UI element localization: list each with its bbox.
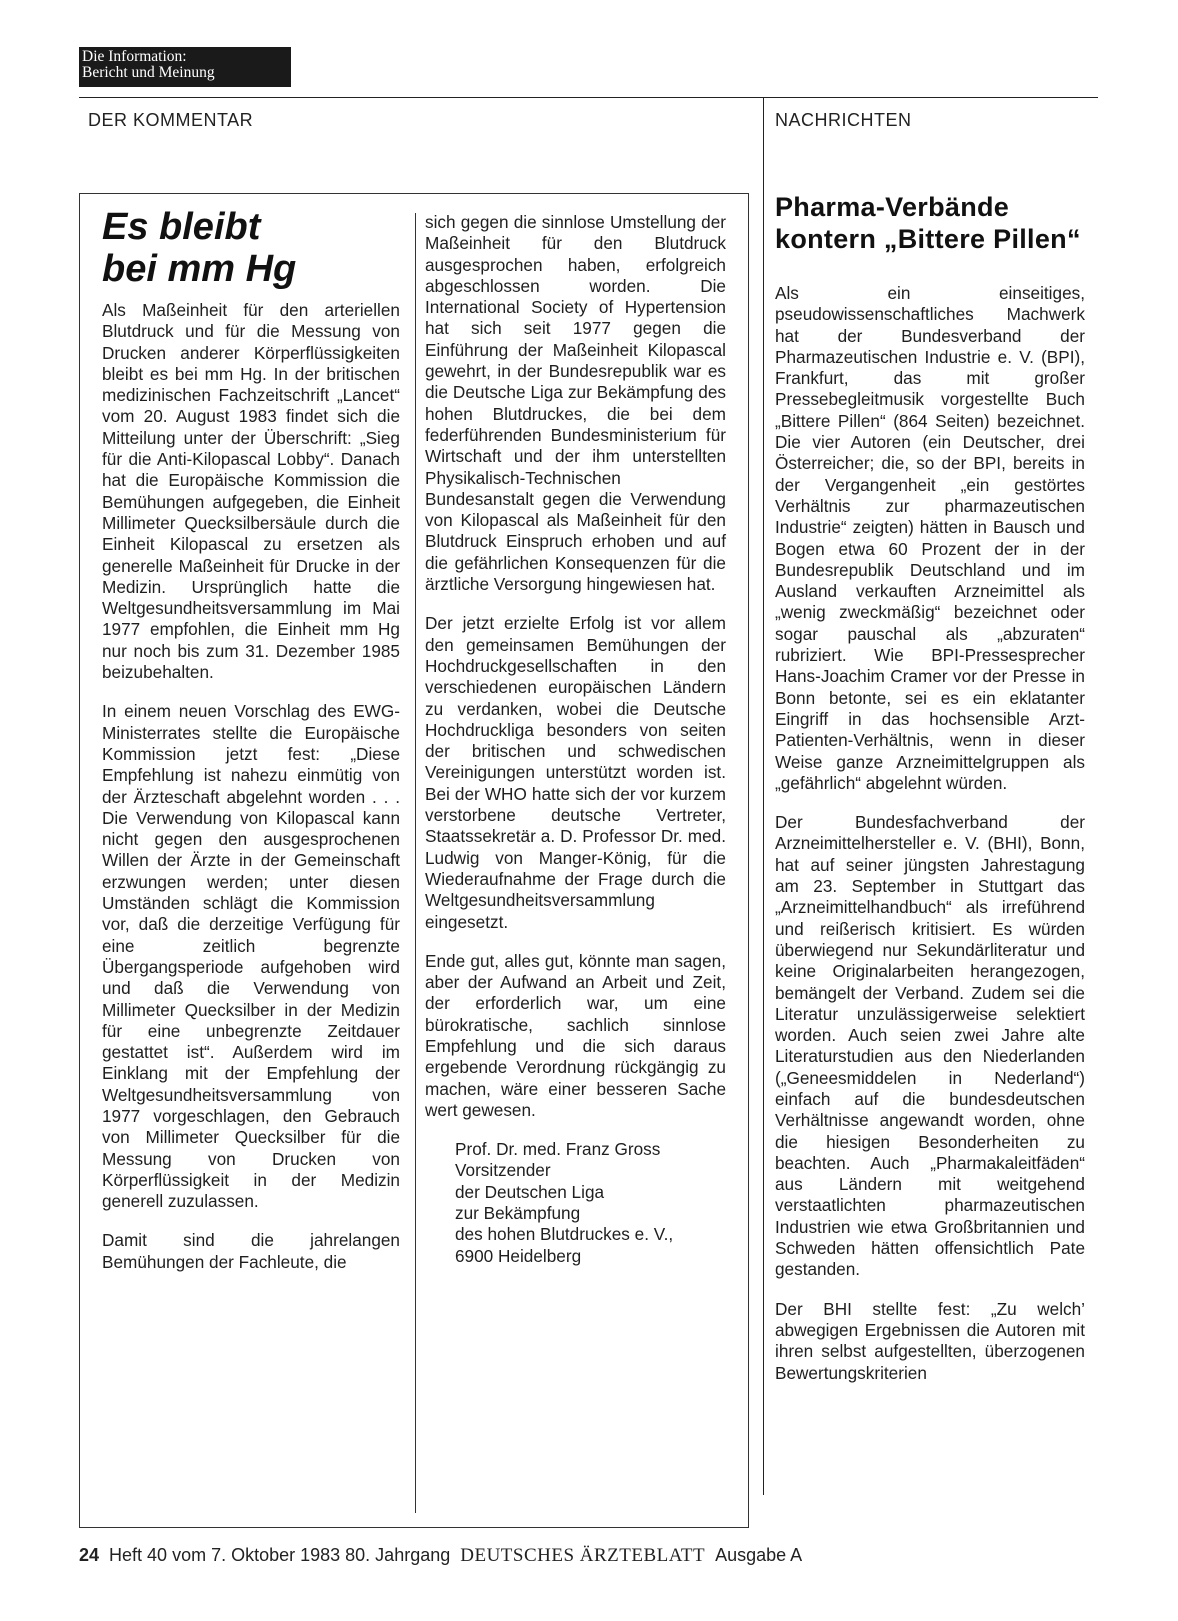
kommentar-paragraph: Damit sind die jahrelangen Bemühungen der Fachleute, die [102, 1230, 400, 1272]
news-paragraph: Der BHI stellte fest: „Zu welch’ abwegigen Ergebnissen die Autoren mit ihren selbst aufgestellten, überzogenen Bewertungskriterien [775, 1298, 1085, 1383]
headline-line-1: Es bleibt [102, 206, 261, 248]
column-divider [763, 97, 764, 1495]
top-rule [79, 97, 1098, 98]
kommentar-paragraph: Ende gut, alles gut, könnte man sagen, aber der Aufwand an Arbeit und Zeit, der erforderlich war, um eine bürokratische, sachlich sinnlose Empfehlung und die sich daraus ergebende Verordnung rückgängig zu machen, wäre einer besseren Sache wert gewesen. [425, 950, 726, 1120]
rubric-line-2: Bericht und Meinung [82, 64, 215, 81]
kommentar-paragraph: Der jetzt erzielte Erfolg ist vor allem den gemeinsamen Bemühungen der Hochdruckgesellschaften in den verschiedenen europäischen Ländern zu verdanken, wobei die Deutsche Hochdruckliga besonders von seiten der britischen und schwedischen Vereinigungen unterstützt worden ist. Bei der WHO hatte sich der vor kurzem verstorbene deutsche Vertreter, Staatssekretär a. D. Professor Dr. med. Ludwig von Manger-König, für die Wiederaufnahme der Frage durch die Weltgesundheitsversammlung eingesetzt. [425, 613, 726, 932]
page-footer [79, 1545, 802, 1567]
section-label-nachrichten: NACHRICHTEN [775, 110, 912, 130]
author-line: zur Bekämpfung [455, 1203, 581, 1224]
page-number: 24 [79, 1545, 100, 1565]
kommentar-paragraph: sich gegen die sinnlose Umstellung der Maßeinheit für den Blutdruck ausgesprochen haben, erfolgreich abgeschlossen worden. Die International Society of Hypertension hat sich seit 1977 gegen die Einführung der Maßeinheit Kilopascal gewehrt, in der Bundesrepublik war es die Deutsche Liga zur Bekämpfung des hohen Blutdruckes, die bei dem federführenden Bundesministerium für Wirtschaft und der ihm unterstellten Physikalisch-Technischen Bundesanstalt gegen die Verwendung von Kilopascal als Maßeinheit für den Blutdruck Einspruch erhoben und auf die gefährlichen Konsequenzen für die ärztliche Versorgung hingewiesen hat. [425, 212, 726, 595]
author-line: der Deutschen Liga [455, 1181, 605, 1202]
news-column [775, 283, 1085, 1402]
author-signature [425, 1139, 726, 1267]
kommentar-column-2 [425, 212, 726, 1267]
rubric-line-1: Die Information: [82, 48, 187, 65]
news-paragraph: Als ein einseitiges, pseudowissenschaftliches Machwerk hat der Bundesverband der Pharmazeutischen Industrie e. V. (BPI), Frankfurt, das mit großer Pressebegleitmusik vorgestellte Buch „Bittere Pillen“ (864 Seiten) bezeichnet. Die vier Autoren (ein Deutscher, drei Österreicher; die, so der BPI, bereits in der Vergangenheit „ein gestörtes Verhältnis zur pharmazeutischen Industrie“ zeigten) hätten in Bausch und Bogen etwa 60 Prozent der in der Bundesrepublik Deutschland und im Ausland verkauften Arzneimittel als „wenig zweckmäßig“ bezeichnet oder sogar pauschal als „abzuraten“ rubriziert. Wie BPI-Pressesprecher Hans-Joachim Cramer vor der Presse in Bonn betonte, sei es ein eklatanter Eingriff in das hochsensible Arzt-Patienten-Verhältnis, wenn in dieser Weise ganze Arzneimittelgruppen als „gefährlich“ abgelehnt würden. [775, 283, 1085, 793]
journal-name: DEUTSCHES ÄRZTEBLATT [460, 1545, 706, 1566]
author-line: des hohen Blutdruckes e. V., [455, 1224, 674, 1245]
kommentar-paragraph: In einem neuen Vorschlag des EWG-Ministerrates stellte die Europäische Kommission jetzt fest: „Diese Empfehlung ist nahezu einmütig von der Ärzteschaft abgelehnt worden . . . Die Verwendung von Kilopascal kann nicht gegen den ausgesprochenen Willen der Ärzte in der Gemeinschaft erzwungen werden; unter diesen Umständen schlägt die Kommission vor, daß die derzeitige Verfügung für eine zeitlich begrenzte Übergangsperiode aufgehoben wird und daß die Verwendung von Millimeter Quecksilber in der Medizin für eine unbegrenzte Zeitdauer gestattet ist“. Außerdem wird im Einklang mit der Empfehlung der Weltgesundheitsversammlung von 1977 vorgeschlagen, den Gebrauch von Millimeter Quecksilber für die Messung von Drucken von Körperflüssigkeit in der Medizin generell zuzulassen. [102, 701, 400, 1212]
issue-info: Heft 40 vom 7. Oktober 1983 80. Jahrgang [109, 1545, 451, 1565]
author-line: Vorsitzender [455, 1160, 551, 1181]
headline-line-2: bei mm Hg [102, 248, 297, 290]
kommentar-paragraph: Als Maßeinheit für den arteriellen Blutdruck und für die Messung von Drucken anderer Körperflüssigkeiten bleibt es bei mm Hg. In der britischen medizinischen Fachzeitschrift „Lancet“ vom 20. August 1983 findet sich die Mitteilung unter der Überschrift: „Sieg für die Anti-Kilopascal Lobby“. Danach hat die Europäische Kommission die Bemühungen aufgegeben, die Einheit Millimeter Quecksilbersäule durch die Einheit Kilopascal zu ersetzen als generelle Maßeinheit für Drucke in der Medizin. Ursprünglich hatte die Weltgesundheitsversammlung im Mai 1977 empfohlen, die Einheit mm Hg nur noch bis zum 31. Dezember 1985 beizubehalten. [102, 300, 400, 683]
news-headline-line-1: Pharma-Verbände [775, 192, 1010, 222]
rubric-header [79, 47, 291, 87]
kommentar-column-1 [102, 300, 400, 1291]
author-line: Prof. Dr. med. Franz Gross [455, 1139, 661, 1160]
author-line: 6900 Heidelberg [455, 1245, 582, 1266]
news-headline [775, 191, 1095, 255]
section-label-kommentar: DER KOMMENTAR [88, 110, 254, 130]
edition-label: Ausgabe A [715, 1545, 803, 1565]
news-paragraph: Der Bundesfachverband der Arzneimittelhersteller e. V. (BHI), Bonn, hat auf seiner jüngsten Jahrestagung am 23. September in Stuttgart das „Arzneimittelhandbuch“ als irreführend und reißerisch kritisiert. Es würden überwiegend nur Sekundärliteratur und keine Originalarbeiten herangezogen, bemängelt der Verband. Zudem sei die Literatur unzulässigerweise selektiert worden. Auch seien zwei Jahre alte Literaturstudien aus den Niederlanden („Geneesmiddelen in Nederland“) einfach auf die bundesdeutschen Verhältnisse angewandt worden, ohne die hiesigen Besonderheiten zu beachten. Auch „Pharmakaleitfäden“ aus Ländern mit weitgehend verstaatlichten pharmazeutischen Industrien wie etwa Großbritannien und Schweden hätten offensichtlich Pate gestanden. [775, 812, 1085, 1280]
kommentar-column-divider [415, 213, 416, 1513]
news-headline-line-2: kontern „Bittere Pillen“ [775, 224, 1081, 254]
kommentar-headline [102, 206, 402, 290]
